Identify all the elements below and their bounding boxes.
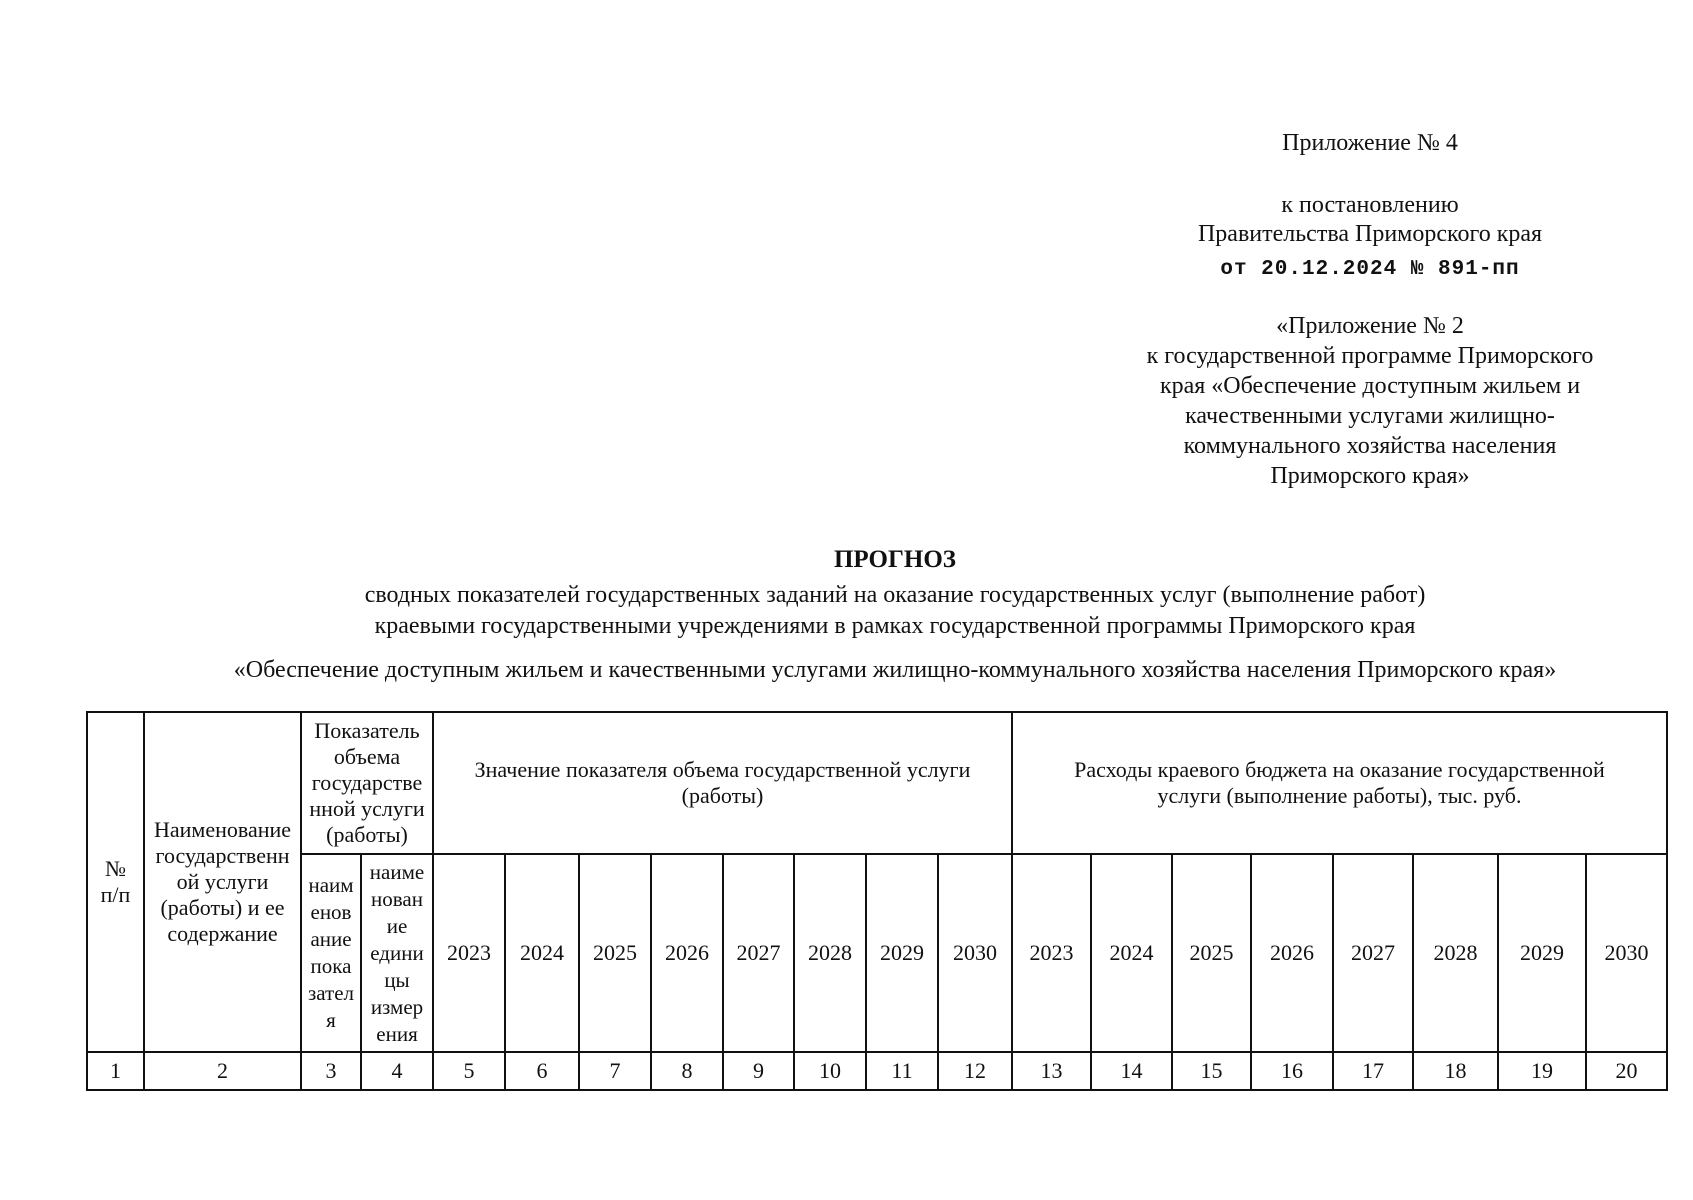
header-service-name: Наименование государственн ой услуги (работы) и ее содержание bbox=[144, 712, 301, 1052]
program-appendix-line4: качественными услугами жилищно- bbox=[1185, 403, 1555, 429]
document-subtitle-line3: «Обеспечение доступным жильем и качественными услугами жилищно-коммунального хозяйства населения Приморского края» bbox=[233, 657, 1557, 683]
column-number-cell: 2 bbox=[144, 1052, 301, 1090]
column-number-cell: 4 bbox=[361, 1052, 433, 1090]
column-number-cell: 8 bbox=[651, 1052, 723, 1090]
volume-year-cell: 2029 bbox=[866, 854, 938, 1052]
expense-year-cell: 2026 bbox=[1251, 854, 1333, 1052]
volume-year-cell: 2026 bbox=[651, 854, 723, 1052]
volume-year-cell: 2025 bbox=[579, 854, 651, 1052]
program-appendix-line3: края «Обеспечение доступным жильем и bbox=[1159, 373, 1581, 399]
header-unit-name: наиме нован ие едини цы измер ения bbox=[361, 854, 433, 1052]
header-indicator-name: наим енов ание пока зател я bbox=[301, 854, 361, 1052]
expense-year-cell: 2030 bbox=[1586, 854, 1667, 1052]
resolution-date-number: от 20.12.2024 № 891-пп bbox=[1220, 258, 1520, 281]
column-number-cell: 9 bbox=[723, 1052, 794, 1090]
column-number-cell: 11 bbox=[866, 1052, 938, 1090]
column-number-cell: 15 bbox=[1172, 1052, 1251, 1090]
expense-year-cell: 2025 bbox=[1172, 854, 1251, 1052]
government-label: Правительства Приморского края bbox=[1197, 221, 1543, 247]
column-number-cell: 14 bbox=[1091, 1052, 1172, 1090]
column-number-cell: 19 bbox=[1498, 1052, 1586, 1090]
volume-year-cell: 2027 bbox=[723, 854, 794, 1052]
column-number-cell: 12 bbox=[938, 1052, 1012, 1090]
column-number-cell: 1 bbox=[87, 1052, 144, 1090]
expense-year-cell: 2028 bbox=[1413, 854, 1498, 1052]
header-no: № п/п bbox=[87, 712, 144, 1052]
header-volume-indicator: Показатель объема государстве нной услуги (работы) bbox=[301, 712, 433, 854]
column-number-cell: 3 bbox=[301, 1052, 361, 1090]
program-appendix-line1: «Приложение № 2 bbox=[1276, 313, 1464, 339]
program-appendix-line2: к государственной программе Приморского bbox=[1146, 343, 1594, 369]
to-resolution-label: к постановлению bbox=[1281, 192, 1459, 218]
forecast-table bbox=[86, 711, 1668, 1091]
column-number-cell: 5 bbox=[433, 1052, 505, 1090]
volume-year-cell: 2024 bbox=[505, 854, 579, 1052]
header-volume-values: Значение показателя объема государственной услуги (работы) bbox=[433, 712, 1012, 854]
column-number-cell: 6 bbox=[505, 1052, 579, 1090]
column-number-cell: 10 bbox=[794, 1052, 866, 1090]
column-number-cell: 7 bbox=[579, 1052, 651, 1090]
program-appendix-line6: Приморского края» bbox=[1270, 463, 1470, 489]
volume-year-cell: 2030 bbox=[938, 854, 1012, 1052]
header-budget-expenses: Расходы краевого бюджета на оказание государственной услуги (выполнение работы), тыс. руб. bbox=[1012, 712, 1667, 854]
volume-year-cell: 2023 bbox=[433, 854, 505, 1052]
volume-year-cell: 2028 bbox=[794, 854, 866, 1052]
expense-year-cell: 2029 bbox=[1498, 854, 1586, 1052]
document-title: ПРОГНОЗ bbox=[833, 546, 956, 573]
column-number-cell: 13 bbox=[1012, 1052, 1091, 1090]
column-number-row bbox=[87, 1052, 1667, 1090]
expense-year-cell: 2023 bbox=[1012, 854, 1091, 1052]
column-number-cell: 20 bbox=[1586, 1052, 1667, 1090]
expense-year-cell: 2024 bbox=[1091, 854, 1172, 1052]
column-number-cell: 17 bbox=[1333, 1052, 1413, 1090]
appendix-number: Приложение № 4 bbox=[1282, 130, 1458, 156]
expense-year-cell: 2027 bbox=[1333, 854, 1413, 1052]
column-number-cell: 18 bbox=[1413, 1052, 1498, 1090]
document-subtitle-line2: краевыми государственными учреждениями в рамках государственной программы Приморского края bbox=[374, 613, 1416, 639]
program-appendix-line5: коммунального хозяйства населения bbox=[1183, 433, 1557, 459]
document-subtitle-line1: сводных показателей государственных заданий на оказание государственных услуг (выполнение работ) bbox=[364, 582, 1426, 608]
column-number-cell: 16 bbox=[1251, 1052, 1333, 1090]
